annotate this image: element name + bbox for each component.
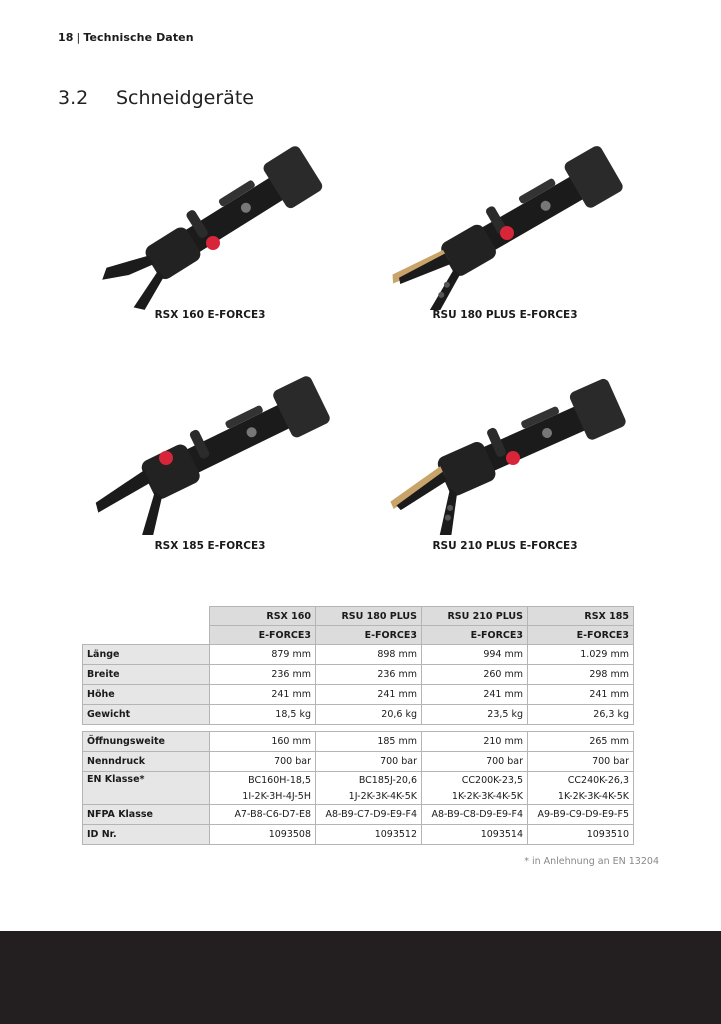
page-header	[58, 31, 194, 44]
row-label: Öffnungsweite	[83, 732, 210, 752]
section-title: Schneidgeräte	[116, 87, 254, 109]
table-cell: A9-B9-C9-D9-E9-F5	[528, 805, 634, 825]
table-cell: 1093510	[528, 825, 634, 845]
header-title: Technische Daten	[83, 31, 194, 44]
column-header: RSU 210 PLUS	[422, 607, 528, 626]
cutter-tool-image	[80, 350, 340, 535]
product-rsu210plus	[375, 350, 635, 550]
row-label: Länge	[83, 645, 210, 665]
table-row	[83, 805, 634, 825]
row-label: Höhe	[83, 685, 210, 705]
specifications-table	[82, 606, 634, 845]
header-separator: |	[76, 31, 81, 44]
table-cell: 1093514	[422, 825, 528, 845]
footer-bar	[0, 931, 721, 1024]
cutter-tool-image	[375, 125, 635, 310]
table-cell: 700 bar	[528, 752, 634, 772]
table-cell: 23,5 kg	[422, 705, 528, 725]
table-cell: 700 bar	[316, 752, 422, 772]
product-caption: RSU 180 PLUS E-FORCE3	[432, 309, 578, 321]
table-cell: 20,6 kg	[316, 705, 422, 725]
column-header: E-FORCE3	[316, 626, 422, 645]
table-cell: BC160H-18,5	[210, 772, 316, 789]
column-header: E-FORCE3	[210, 626, 316, 645]
table-cell: 1.029 mm	[528, 645, 634, 665]
section-heading	[58, 87, 254, 109]
row-label: NFPA Klasse	[83, 805, 210, 825]
table-cell: A7-B8-C6-D7-E8	[210, 805, 316, 825]
table-row	[83, 752, 634, 772]
table-cell: 879 mm	[210, 645, 316, 665]
product-caption: RSX 160 E-FORCE3	[154, 309, 266, 321]
row-label: Gewicht	[83, 705, 210, 725]
table-cell: 236 mm	[316, 665, 422, 685]
table-cell: 185 mm	[316, 732, 422, 752]
table-cell: BC185J-20,6	[316, 772, 422, 789]
table-cell: 265 mm	[528, 732, 634, 752]
table-cell: 160 mm	[210, 732, 316, 752]
product-caption: RSX 185 E-FORCE3	[154, 540, 266, 552]
page-number: 18	[58, 31, 74, 44]
table-row	[83, 732, 634, 752]
table-cell: 1I-2K-3H-4J-5H	[210, 788, 316, 805]
table-cell: 260 mm	[422, 665, 528, 685]
table-cell: 1K-2K-3K-4K-5K	[528, 788, 634, 805]
table-cell: 241 mm	[210, 685, 316, 705]
table-cell: 236 mm	[210, 665, 316, 685]
product-rsu180plus	[375, 125, 635, 325]
table-spacer	[83, 725, 634, 732]
table-row	[83, 685, 634, 705]
table-row	[83, 825, 634, 845]
cutter-tool-image	[375, 350, 635, 535]
table-cell: 898 mm	[316, 645, 422, 665]
section-number: 3.2	[58, 87, 89, 109]
table-cell: A8-B9-C8-D9-E9-F4	[422, 805, 528, 825]
table-cell: CC240K-26,3	[528, 772, 634, 789]
table-cell: CC200K-23,5	[422, 772, 528, 789]
table-cell: 700 bar	[422, 752, 528, 772]
column-header: RSX 185	[528, 607, 634, 626]
column-header: RSU 180 PLUS	[316, 607, 422, 626]
row-label: EN Klasse*	[83, 772, 210, 805]
table-cell: 26,3 kg	[528, 705, 634, 725]
table-row	[83, 665, 634, 685]
table-row	[83, 645, 634, 665]
column-header: E-FORCE3	[422, 626, 528, 645]
table-cell: 18,5 kg	[210, 705, 316, 725]
table-cell: 241 mm	[316, 685, 422, 705]
table-cell: 241 mm	[528, 685, 634, 705]
table-cell: 1K-2K-3K-4K-5K	[422, 788, 528, 805]
product-rsx185	[80, 350, 340, 550]
table-cell: 298 mm	[528, 665, 634, 685]
column-header: E-FORCE3	[528, 626, 634, 645]
table-cell: 210 mm	[422, 732, 528, 752]
product-caption: RSU 210 PLUS E-FORCE3	[432, 540, 578, 552]
table-cell: 1093508	[210, 825, 316, 845]
cutter-tool-image	[80, 125, 340, 310]
row-label: Nenndruck	[83, 752, 210, 772]
table-header-row-2	[83, 626, 634, 645]
product-rsx160	[80, 125, 340, 325]
table-header-row-1	[83, 607, 634, 626]
table-cell: 241 mm	[422, 685, 528, 705]
table-row	[83, 705, 634, 725]
table-row	[83, 772, 634, 789]
table-cell: 1J-2K-3K-4K-5K	[316, 788, 422, 805]
row-label: ID Nr.	[83, 825, 210, 845]
table-cell: 1093512	[316, 825, 422, 845]
column-header: RSX 160	[210, 607, 316, 626]
footnote: * in Anlehnung an EN 13204	[524, 856, 659, 867]
table-cell: 994 mm	[422, 645, 528, 665]
table-cell: A8-B9-C7-D9-E9-F4	[316, 805, 422, 825]
row-label: Breite	[83, 665, 210, 685]
table-cell: 700 bar	[210, 752, 316, 772]
